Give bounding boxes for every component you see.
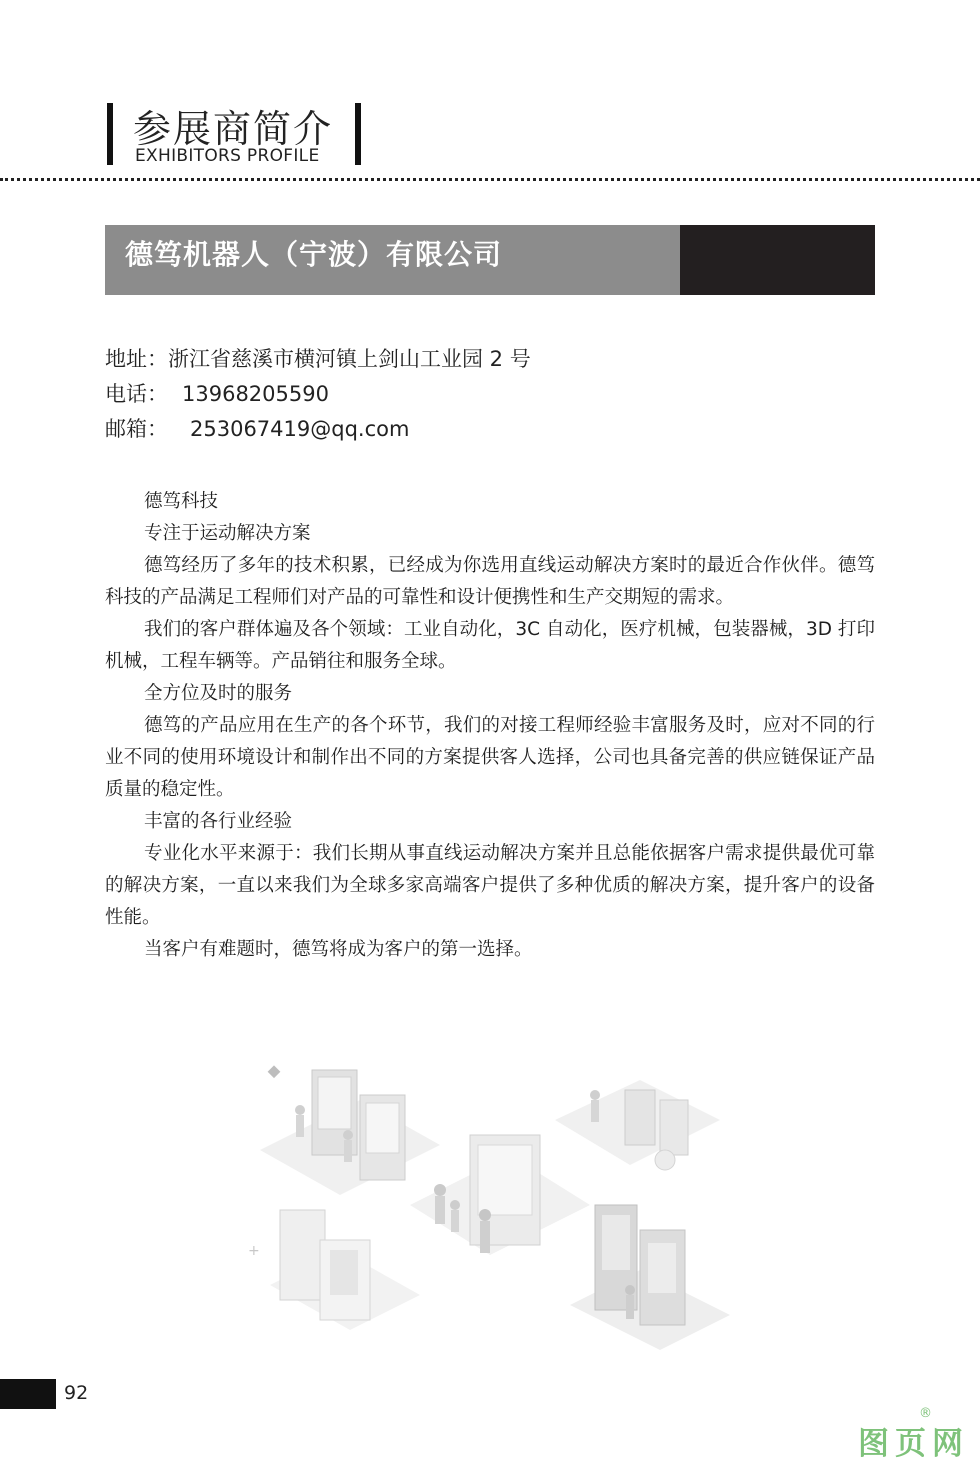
- paragraph: 专业化水平来源于：我们长期从事直线运动解决方案并且总能依据客户需求提供最优可靠的解决方案，一直以来我们为全球多家高端客户提供了多种优质的解决方案，提升客户的设备性能。: [105, 843, 875, 928]
- paragraph: 德笃科技: [144, 491, 219, 512]
- company-description: [105, 486, 875, 966]
- paragraph: 我们的客户群体遍及各个领域：工业自动化，3C 自动化，医疗机械，包装器械，3D 打印机械，工程车辆等。产品销往和服务全球。: [105, 619, 875, 672]
- phone-label: 电话：: [105, 382, 168, 406]
- contact-email: [105, 413, 409, 443]
- paragraph: 专注于运动解决方案: [144, 523, 311, 544]
- phone-value: 13968205590: [182, 382, 329, 406]
- contact-phone: [105, 378, 329, 408]
- page-number-block: [0, 1379, 56, 1409]
- paragraph: 丰富的各行业经验: [144, 811, 293, 832]
- company-name: 德笃机器人（宁波）有限公司: [125, 238, 503, 271]
- email-value: 253067419@qq.com: [190, 417, 410, 441]
- header-bar-right: [355, 103, 361, 165]
- page-title: 参展商简介: [133, 107, 334, 151]
- address-value: 浙江省慈溪市横河镇上剑山工业园 2 号: [168, 347, 531, 371]
- watermark-registered-mark: ®: [919, 1406, 932, 1421]
- vending-machines-illustration: [240, 1055, 730, 1355]
- address-label: 地址：: [105, 347, 168, 371]
- banner-dark-block: [680, 225, 875, 295]
- paragraph: 德笃的产品应用在生产的各个环节，我们的对接工程师经验丰富服务及时，应对不同的行业不同的使用环境设计和制作出不同的方案提供客人选择，公司也具备完善的供应链保证产品质量的稳定性。: [105, 715, 875, 800]
- page-subtitle: EXHIBITORS PROFILE: [135, 146, 320, 166]
- dotted-divider: [0, 178, 980, 181]
- email-label: 邮箱：: [105, 417, 168, 441]
- paragraph: 全方位及时的服务: [144, 683, 293, 704]
- page-number: 92: [64, 1382, 89, 1404]
- svg-text:+: +: [248, 1243, 260, 1259]
- paragraph: 德笃经历了多年的技术积累，已经成为你选用直线运动解决方案时的最近合作伙伴。德笃科技的产品满足工程师们对产品的可靠性和设计便携性和生产交期短的需求。: [105, 555, 875, 608]
- contact-address: [105, 343, 531, 373]
- company-banner: [105, 225, 875, 295]
- header-bar-left: [107, 103, 113, 165]
- paragraph: 当客户有难题时，德笃将成为客户的第一选择。: [144, 939, 533, 960]
- watermark-text: 图页网: [858, 1426, 969, 1462]
